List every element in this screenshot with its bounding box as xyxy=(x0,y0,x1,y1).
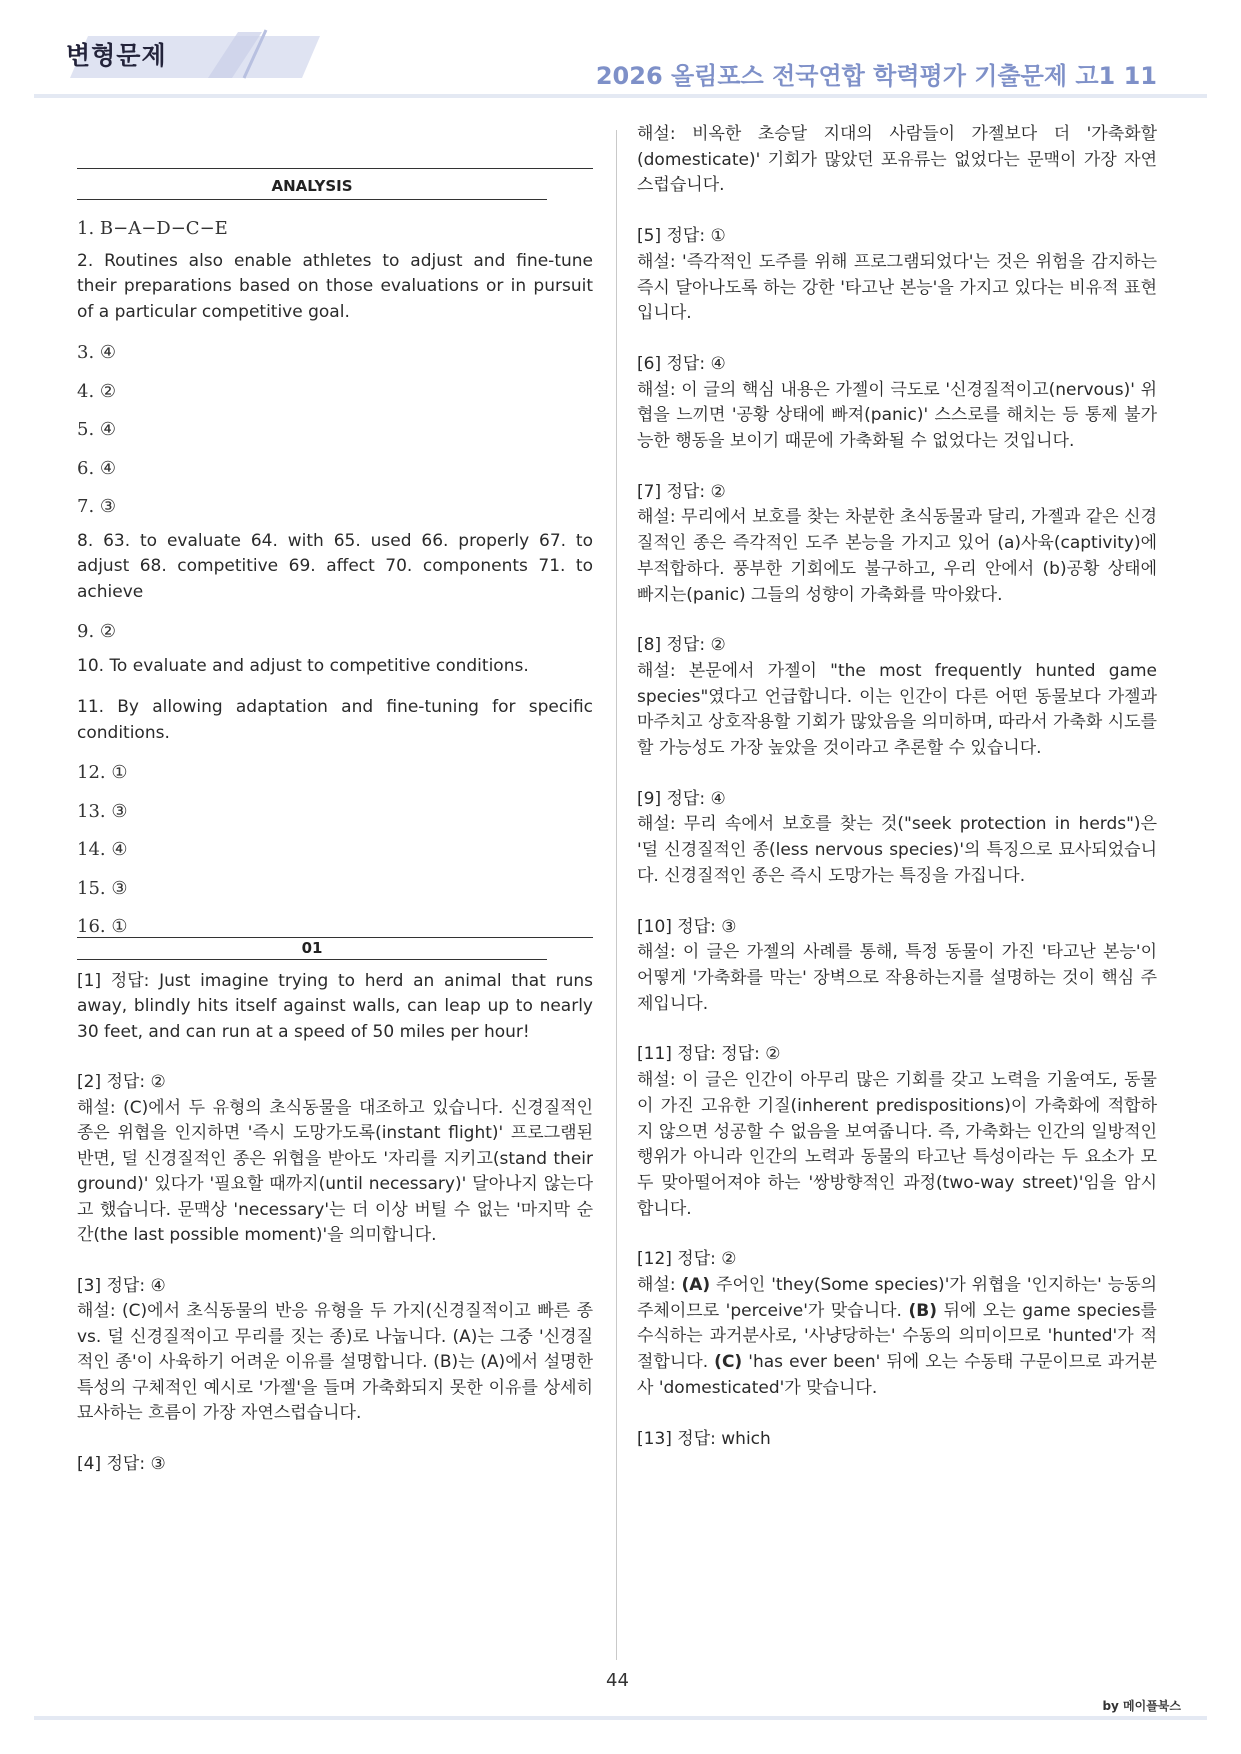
q4-body: 해설: 비옥한 초승달 지대의 사람들이 가젤보다 더 '가축화할(domesticate)' 기회가 많았던 포유류는 없었다는 문맥이 가장 자연스럽습니다. xyxy=(637,124,1157,196)
right-column xyxy=(637,122,1157,1452)
column-divider xyxy=(616,130,617,1660)
q10-head: [10] 정답: ③ xyxy=(637,916,737,937)
q2-body: 해설: (C)에서 두 유형의 초식동물을 대조하고 있습니다. 신경질적인 종은 위협을 인지하면 '즉시 도망가도록(instant flight)' 프로그램된 반면, 덜 신경질적인 종은 위협을 받아도 '자리를 지키고(stand their ground)' 있다가 '필요할 때까지(until necessary)' 달아나지 않는다고 했습니다. 문맥상 'necessary'는 더 이상 버틸 수 없는 '마지막 순간(the last possible moment)'을 의미합니다. xyxy=(77,1097,593,1245)
section01-bottom-rule xyxy=(77,959,547,960)
q3-body: 해설: (C)에서 초식동물의 반응 유형을 두 가지(신경질적이고 빠른 종 vs. 덜 신경질적이고 무리를 짓는 종)로 나눕니다. (A)는 그중 '신경질적인 종'이 사육하기 어려운 이유를 설명합니다. (B)는 (A)에서 설명한 특성의 구체적인 예시로 '가젤'을 들며 가축화되지 못한 이유를 상세히 묘사하는 흐름이 가장 자연스럽습니다. xyxy=(77,1301,593,1423)
q12-tag-a: (A) xyxy=(681,1275,711,1296)
q12-text-c: 'has ever been' 뒤에 오는 수동태 구문이므로 과거분사 'domesticated'가 맞습니다. xyxy=(637,1352,1157,1398)
q9-head: [9] 정답: ④ xyxy=(637,788,726,809)
answer-13: 13. ③ xyxy=(77,800,128,822)
answer-12: 12. ① xyxy=(77,762,128,783)
header-rule xyxy=(34,94,1207,98)
answer-15: 15. ③ xyxy=(77,877,128,899)
q12-text-a: 주어인 'they(Some species)'가 위협을 '인지하는' 능동의 주체이므로 'perceive'가 맞습니다. xyxy=(637,1275,1158,1321)
q12-prefix: 해설: xyxy=(637,1275,682,1296)
answer-8: 8. 63. to evaluate 64. with 65. used 66. properly 67. to adjust 68. competitive 69. affect 70. components 71. to achieve xyxy=(77,530,593,602)
left-column xyxy=(77,120,593,1477)
q4-head: [4] 정답: ③ xyxy=(77,1453,166,1474)
header-tag-label: 변형문제 xyxy=(66,41,167,70)
q5-body: 해설: '즉각적인 도주를 위해 프로그램되었다'는 것은 위험을 감지하는 즉시 달아나도록 하는 강한 '타고난 본능'을 가지고 있다는 비유적 표현입니다. xyxy=(637,251,1157,324)
header-title: 2026 올림포스 전국연합 학력평가 기출문제 고1 11 xyxy=(595,62,1157,90)
q12-tag-b: (B) xyxy=(908,1300,937,1321)
answer-9: 9. ② xyxy=(77,621,117,642)
q8-head: [8] 정답: ② xyxy=(637,635,726,656)
q6-head: [6] 정답: ④ xyxy=(637,353,726,374)
answer-16-text: 16. ① xyxy=(77,916,128,937)
answer-1: 1. B−A−D−C−E xyxy=(77,218,228,239)
q7-body: 해설: 무리에서 보호를 찾는 차분한 초식동물과 달리, 가젤과 같은 신경질적인 종은 즉각적인 도주 본능을 가지고 있어 (a)사육(captivity)에 부적합하다. 풍부한 기회에도 불구하고, 우리 안에서 (b)공황 상태에 빠지는(panic) 그들의 성향이 가축화를 막아왔다. xyxy=(637,507,1157,605)
q10-body: 해설: 이 글은 가젤의 사례를 통해, 특정 동물이 가진 '타고난 본능'이 어떻게 '가축화를 막는' 장벽으로 작용하는지를 설명하는 것이 핵심 주제입니다. xyxy=(637,942,1157,1014)
q8-body: 해설: 본문에서 가젤이 "the most frequently hunted game species"였다고 언급합니다. 이는 인간이 다른 어떤 동물보다 가젤과 마주치고 상호작용할 기회가 많았음을 의미하며, 따라서 가축화 시도를 할 가능성도 가장 높았을 것이라고 추론할 수 있습니다. xyxy=(637,660,1157,759)
answer-10: 10. To evaluate and adjust to competitive conditions. xyxy=(77,655,529,676)
section01-title: 01 xyxy=(301,938,323,957)
q12-tag-c: (C) xyxy=(714,1352,743,1373)
q12-body xyxy=(637,1273,1157,1402)
page-number: 44 xyxy=(606,1670,629,1691)
footer-rule xyxy=(34,1716,1207,1720)
q6-body: 해설: 이 글의 핵심 내용은 가젤이 극도로 '신경질적이고(nervous)' 위협을 느끼면 '공황 상태에 빠져(panic)' 스스로를 해치는 등 통제 불가능한 행동을 보이기 때문에 가축화될 수 없었다는 것입니다. xyxy=(637,379,1157,452)
answer-6: 6. ④ xyxy=(77,457,117,479)
answer-11: 11. By allowing adaptation and fine-tuning for specific conditions. xyxy=(77,697,593,743)
q5-head: [5] 정답: ① xyxy=(637,226,726,247)
q13-head: [13] 정답: which xyxy=(637,1428,771,1449)
answer-3: 3. ④ xyxy=(77,342,117,363)
answer-5: 5. ④ xyxy=(77,419,117,440)
q2-head: [2] 정답: ② xyxy=(77,1072,166,1092)
footer-brand: by 메이플북스 xyxy=(1102,1699,1181,1713)
q12-text-b: 뒤에 오는 game species를 수식하는 과거분사로, '사냥당하는' 수동의 의미이므로 'hunted'가 적절합니다. xyxy=(637,1300,1157,1373)
q9-body: 해설: 무리 속에서 보호를 찾는 것("seek protection in herds")은 '덜 신경질적인 종(less nervous species)'의 특징으로 묘사되었습니다. 신경질적인 종은 즉시 도망가는 특징을 가집니다. xyxy=(637,814,1157,886)
answer-2: 2. Routines also enable athletes to adjust and fine-tune their preparations based on those evaluations or in pursuit of a particular competitive goal. xyxy=(77,250,593,322)
answer-4: 4. ② xyxy=(77,380,117,402)
q3-head: [3] 정답: ④ xyxy=(77,1275,166,1296)
q12-head: [12] 정답: ② xyxy=(637,1249,737,1270)
q1-answer: [1] 정답: Just imagine trying to herd an animal that runs away, blindly hits itself against walls, can leap up to nearly 30 feet, and can run at a speed of 50 miles per hour! xyxy=(77,970,593,1042)
section01-top-rule xyxy=(77,937,593,938)
q11-body: 해설: 이 글은 인간이 아무리 많은 기회를 갖고 노력을 기울여도, 동물이 가진 고유한 기질(inherent predispositions)이 가축화에 적합하지 않으면 성공할 수 없음을 보여줍니다. 즉, 가축화는 인간의 일방적인 행위가 아니라 인간의 노력과 동물의 타고난 특성이라는 두 요소가 모두 맞아떨어져야 하는 '쌍방향적인 과정(two-way street)'임을 암시합니다. xyxy=(637,1070,1157,1219)
answer-14: 14. ④ xyxy=(77,839,128,860)
q7-head: [7] 정답: ② xyxy=(637,481,726,502)
answer-7: 7. ③ xyxy=(77,496,117,517)
q11-head: [11] 정답: 정답: ② xyxy=(637,1044,781,1065)
analysis-title: ANALYSIS xyxy=(271,177,353,195)
